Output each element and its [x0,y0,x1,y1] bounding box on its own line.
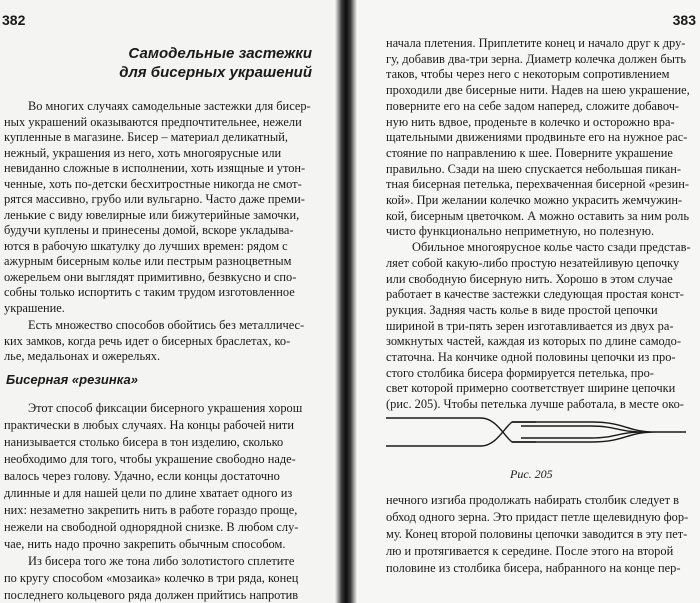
text-line: Есть множество способов обойтись без металличес- [28,318,305,332]
chapter-title: Самодельные застежки [128,45,312,62]
figure-caption: Рис. 205 [510,467,553,481]
text-line: статочна. На кончике одной половины цепочки из про- [386,350,676,364]
text-line: нежный, украшения из него, хоть многоярусные или [4,145,282,160]
text-line: щательными движениями продвиньте его на нужное рас- [386,130,688,145]
text-line: купленные в магазине. Бисер – материал деликатный, [4,130,288,144]
text-line: Этот способ фиксации бисерного украшения хорош [28,401,303,415]
text-line: ются в рабочую шкатулку до лучших времен: рядом с [4,238,288,253]
text-line: Обильное многоярусное колье часто сзади представ- [412,240,691,255]
text-line: зомкнутых частей, каждая из которых по длине самодо- [386,334,681,349]
left-page [0,0,346,603]
text-line: Во многих случаях самодельные застежки для бисер- [28,99,311,113]
text-line: стояние по направлению к шее. Поверните украшение [386,145,673,160]
text-line: рукция. Задняя часть колье в виде простой цепочки [386,302,658,317]
text-line: ажурным бисерным колье или пестрым разноцветным [4,254,292,268]
text-line: валось через голову. Удачно, если концы достаточно [4,469,280,483]
text-line: свет которой примерно соответствует ширине цепочки [386,381,676,396]
text-line: кой, бисерным цветочком. А можно оставить за ним роль [386,208,689,223]
text-line: нежели на свободной однорядной снизке. В любом слу- [4,520,299,534]
text-line: кой». При желании колечко можно украсить жемчужин- [386,193,683,207]
book-spine [335,0,357,603]
text-line: гу, добавив два-три зерна. Диаметр колечка должен быть [386,51,687,66]
text-line: ченные, хоть по-детски бесхитростные никогда не смот- [4,176,302,191]
text-line: ных украшений оказываются предпочтительнее, нежели [4,114,302,129]
text-line: (рис. 205). Чтобы петелька лучше работала, в месте око- [386,397,684,412]
text-line: Из бисера того же тона либо золотистого сплетите [28,554,295,568]
page-number: 383 [672,12,696,28]
text-line: начала плетения. Приплетите конец и начало друг к дру- [386,36,686,50]
text-line: лю и протягивается к середине. После этого на второй [386,544,674,558]
text-line: шириной в три-пять зерен изготавливается из двух ра- [386,318,674,333]
text-line: собны только испортить с таким трудом изготовленное [4,285,295,299]
text-line: стого столбика бисера формируется петелька, про- [386,365,654,380]
text-line: по кругу способом «мозаика» колечко в три ряда, конец [4,571,299,585]
text-line: или свободную бисерную нить. Хорошо в этом случае [386,271,673,286]
text-line: них: незаметно закрепить нить в работе гораздо проще, [4,503,298,517]
figure-205-beaded-loop-diagram [386,400,686,460]
text-line: обход одного зерна. Это придаст петле щелевидную фор- [386,510,689,524]
text-line: му. Конец второй половины цепочки заводится в эту пет- [386,527,688,541]
page-number: 382 [2,12,26,28]
text-line: таков, чтобы через него с некоторым сопротивлением [386,67,670,82]
loop-inner [521,426,644,438]
text-line: нанизывается столько бисера в тон изделию, сколько [4,435,284,449]
text-line: ляет собой какую-либо простую незатейливую цепочку [386,255,680,270]
text-line: проходили две бисерные нити. Надев на шею украшение, [386,83,690,98]
text-line: правильно. Сзади на шею спускается небольшая пикан- [386,161,681,176]
text-line: практически в любых случаях. На концы рабочей нити [4,418,294,432]
text-line: лье, медальонах и ожерельях. [4,349,161,363]
chapter-title: для бисерных украшений [119,64,312,81]
text-line: чисто функционально неприметную, но полезную. [386,224,655,239]
text-line: украшение. [4,300,65,315]
section-title: Бисерная «резинка» [6,372,138,387]
text-line: чае, нить надо прочно закрепить обычным способом. [4,537,286,551]
text-line: последнего кольцевого ряда должен прийтись напротив [4,588,299,602]
text-line: поверните его на себе задом наперед, сложите добавоч- [386,98,680,113]
text-line: ких замков, когда речь идет о бисерных браслетах, ко- [4,333,291,348]
text-line: невиданно сложные в исполнении, хоть изящные и утон- [4,161,306,175]
text-line: тная бисерная петелька, перехваченная бисерной «резин- [386,177,689,192]
text-line: ную нить вдвое, проденьте в колечко и осторожно вра- [386,114,675,129]
text-line: нечного изгиба продолжать набирать столбик следует в [386,493,680,507]
text-line: рятся массивно, грубо или вульгарно. Часто даже преми- [4,192,305,206]
text-line: ленькие с виду ювелирные или бижутерийные замочки, [4,207,300,222]
text-line: длинные и для нашей цели по длине хватает одного из [4,486,293,500]
text-line: ожерельем они выглядят примитивно, безвкусно и спо- [4,269,297,284]
text-line: половине из столбика бисера, набранного на конце пер- [386,561,681,575]
text-line: работает в качестве застежки следующая простая конст- [386,287,684,302]
text-line: будучи куплены и принесены домой, вскоре укладыва- [4,223,294,237]
text-line: необходимо для того, чтобы украшение свободно наде- [4,452,296,466]
